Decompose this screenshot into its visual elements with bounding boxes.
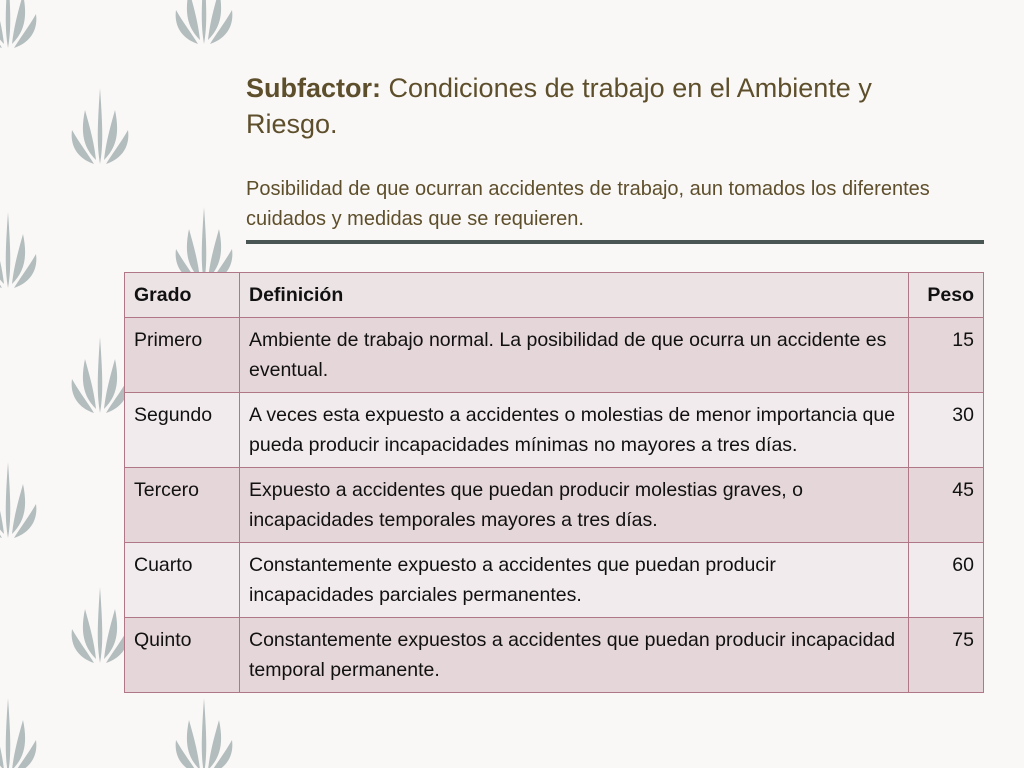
header-grado: Grado (125, 273, 240, 318)
title-text: Condiciones de trabajo en el Ambiente y Riesgo. (246, 73, 872, 139)
slide-title (246, 70, 936, 142)
divider-line (246, 240, 984, 244)
leaf-sprig-icon (0, 0, 36, 48)
cell-grado: Segundo (125, 393, 240, 468)
cell-grado: Quinto (125, 618, 240, 693)
leaf-sprig-icon (0, 462, 36, 538)
table-row (125, 618, 984, 693)
header-peso: Peso (909, 273, 984, 318)
leaf-sprig-icon (72, 88, 129, 164)
cell-definicion: Constantemente expuesto a accidentes que puedan producir incapacidades parciales permanentes. (240, 543, 909, 618)
slide-subtitle: Posibilidad de que ocurran accidentes de trabajo, aun tomados los diferentes cuidados y medidas que se requieren. (246, 178, 930, 230)
table-row (125, 468, 984, 543)
cell-peso: 15 (909, 318, 984, 393)
cell-definicion: Expuesto a accidentes que puedan producir molestias graves, o incapacidades temporales mayores a tres días. (240, 468, 909, 543)
table-row (125, 543, 984, 618)
leaf-sprig-icon (72, 337, 129, 413)
leaf-sprig-icon (176, 698, 233, 768)
leaf-sprig-icon (176, 0, 233, 44)
cell-definicion: Constantemente expuestos a accidentes que puedan producir incapacidad temporal permanente. (240, 618, 909, 693)
title-label: Subfactor: (246, 73, 381, 103)
leaf-sprig-icon (0, 698, 36, 768)
cell-peso: 60 (909, 543, 984, 618)
cell-grado: Cuarto (125, 543, 240, 618)
cell-peso: 45 (909, 468, 984, 543)
table-header-row (125, 273, 984, 318)
cell-grado: Tercero (125, 468, 240, 543)
table-row (125, 318, 984, 393)
cell-grado: Primero (125, 318, 240, 393)
cell-definicion: Ambiente de trabajo normal. La posibilidad de que ocurra un accidente es eventual. (240, 318, 909, 393)
cell-peso: 30 (909, 393, 984, 468)
cell-peso: 75 (909, 618, 984, 693)
leaf-sprig-icon (72, 587, 129, 663)
grades-table (124, 272, 984, 693)
table-row (125, 393, 984, 468)
leaf-sprig-icon (0, 212, 36, 288)
cell-definicion: A veces esta expuesto a accidentes o molestias de menor importancia que pueda producir incapacidades mínimas no mayores a tres días. (240, 393, 909, 468)
header-definicion: Definición (240, 273, 909, 318)
